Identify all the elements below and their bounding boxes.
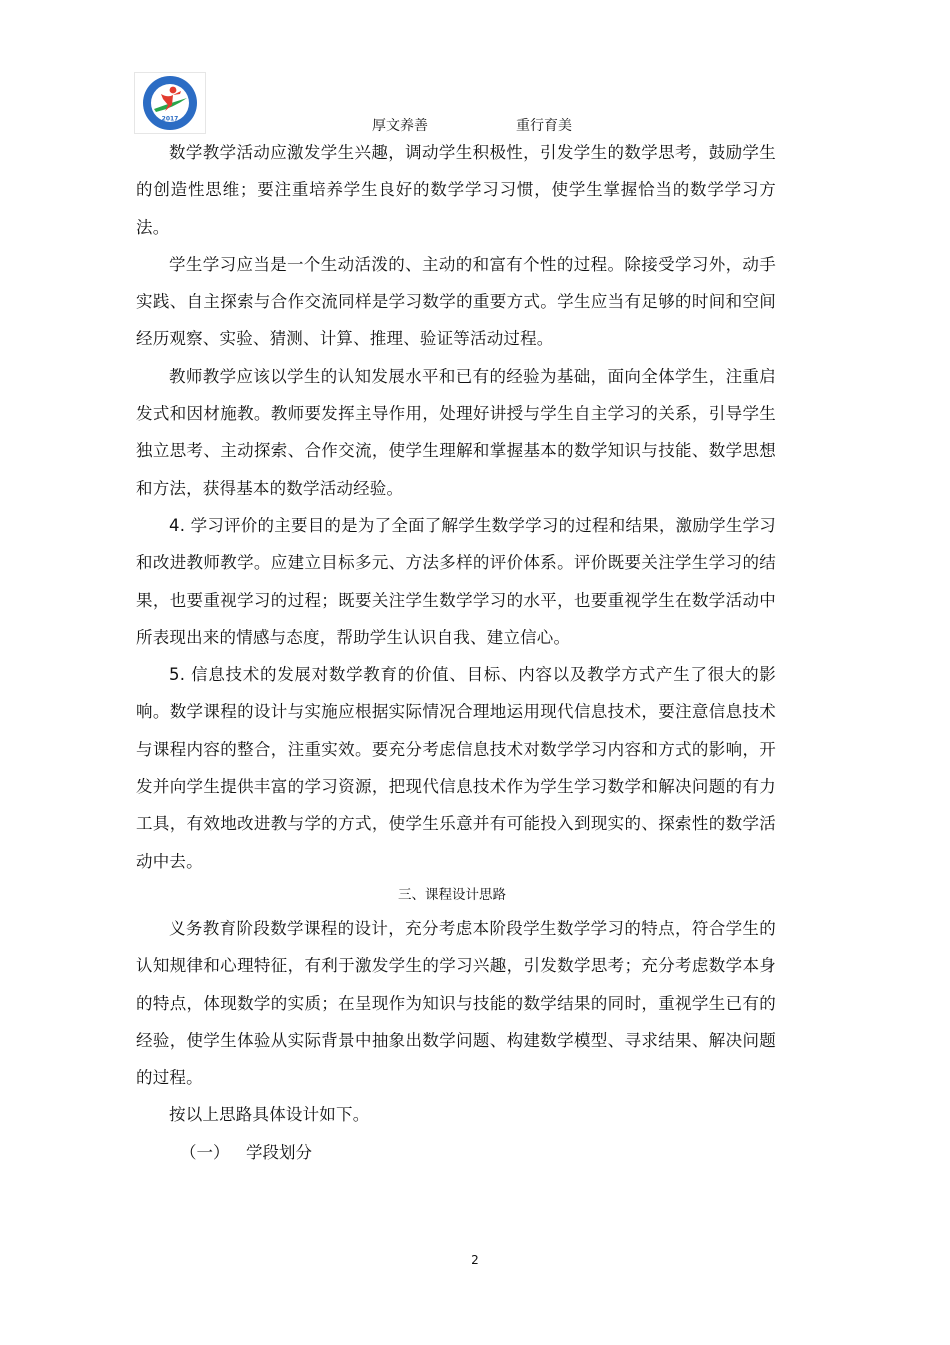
paragraph-design-intro: 按以上思路具体设计如下。 xyxy=(169,1105,370,1125)
page-number: 2 xyxy=(471,1253,479,1267)
section-title: 三、课程设计思路 xyxy=(398,886,506,903)
paragraph-curriculum-design: 义务教育阶段数学课程的设计，充分考虑本阶段学生数学学习的特点，符合学生的认知规律和心理特征，有利于激发学生的学习兴趣，引发数学思考；充分考虑数学本身的特点，体现数学的实质；在呈现作为知识与技能的数学结果的同时，重视学生已有的经验，使学生体验从实际背景中抽象出数学问题、构建数学模型、寻求结果、解决问题的过程。 xyxy=(136,918,776,1088)
motto-right: 重行育美 xyxy=(516,118,572,134)
subheading-label: 学段划分 xyxy=(246,1142,312,1162)
logo-year: 2017 xyxy=(161,115,179,123)
paragraph-student-learning: 学生学习应当是一个生动活泼的、主动的和富有个性的过程。除接受学习外，动手实践、自主探索与合作交流同样是学习数学的重要方式。学生应当有足够的时间和空间经历观察、实验、猜测、计算、推理、验证等活动过程。 xyxy=(136,254,776,349)
school-logo-icon xyxy=(135,73,205,133)
paragraph-teaching-activity: 数学教学活动应激发学生兴趣，调动学生积极性，引发学生的数学思考，鼓励学生的创造性思维；要注重培养学生良好的数学学习习惯，使学生掌握恰当的数学学习方法。 xyxy=(136,143,776,237)
paragraph-information-technology: 5. 信息技术的发展对数学教育的价值、目标、内容以及教学方式产生了很大的影响。数学课程的设计与实施应根据实际情况合理地运用现代信息技术，要注意信息技术与课程内容的整合，注重实效。要充分考虑信息技术对数学学习内容和方式的影响，开发并向学生提供丰富的学习资源，把现代信息技术作为学生学习数学和解决问题的有力工具，有效地改进教与学的方式，使学生乐意并有可能投入到现实的、探索性的数学活动中去。 xyxy=(136,665,776,871)
subheading-stage-division xyxy=(136,1134,776,1171)
paragraph-evaluation: 4. 学习评价的主要目的是为了全面了解学生数学学习的过程和结果，激励学生学习和改进教师教学。应建立目标多元、方法多样的评价体系。评价既要关注学生学习的结果，也要重视学习的过程；既要关注学生数学学习的水平，也要重视学生在数学活动中所表现出来的情感与态度，帮助学生认识自我、建立信心。 xyxy=(136,515,776,647)
school-logo xyxy=(134,72,206,134)
subheading-number: （一） xyxy=(180,1142,230,1162)
paragraph-teacher-teaching: 教师教学应该以学生的认知发展水平和已有的经验为基础，面向全体学生，注重启发式和因材施教。教师要发挥主导作用，处理好讲授与学生自主学习的关系，引导学生独立思考、主动探索、合作交流，使学生理解和掌握基本的数学知识与技能、数学思想和方法，获得基本的数学活动经验。 xyxy=(136,366,776,498)
motto-left: 厚文养善 xyxy=(372,118,428,134)
document-body xyxy=(136,134,776,1171)
